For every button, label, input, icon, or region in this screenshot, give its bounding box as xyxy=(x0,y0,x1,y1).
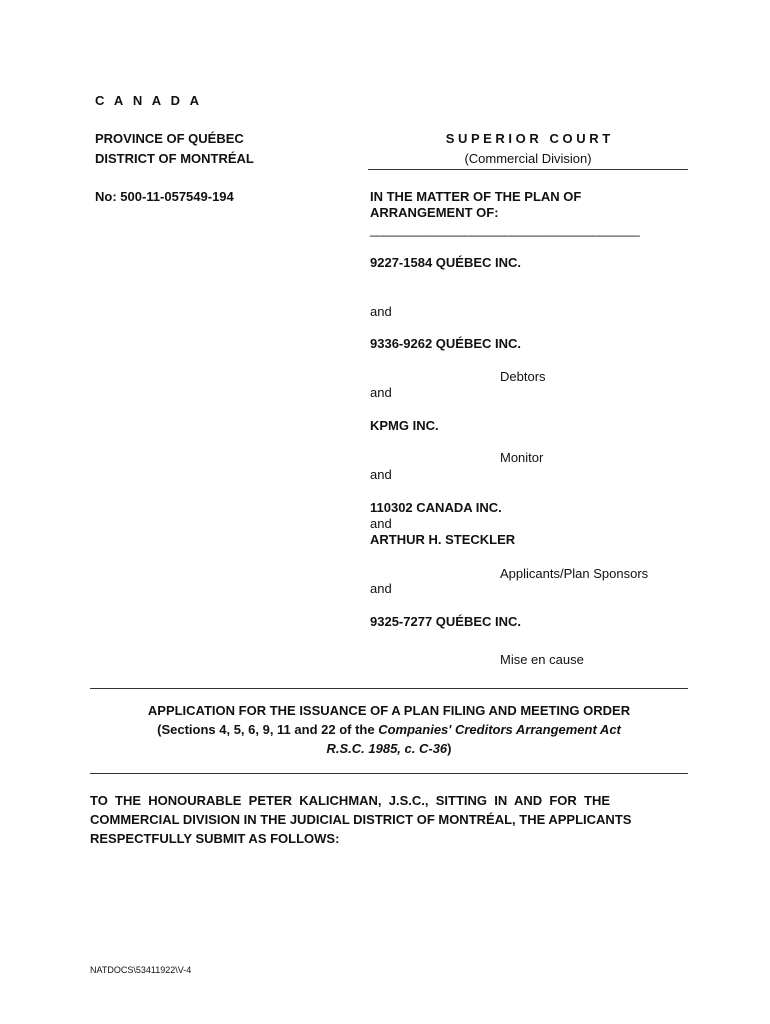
role-applicants: Applicants/Plan Sponsors xyxy=(500,566,649,581)
matter-underline: ________________________________________ xyxy=(370,222,640,237)
address-line-2: COMMERCIAL DIVISION IN THE JUDICIAL DISTRICT OF MONTRÉAL, THE APPLICANTS xyxy=(90,812,632,827)
statute-close-paren: ) xyxy=(447,741,452,756)
role-mise-en-cause: Mise en cause xyxy=(500,652,584,667)
statute-name: Companies' Creditors Arrangement Act xyxy=(378,722,621,737)
application-subtitle-line1 xyxy=(90,722,688,737)
district-label: DISTRICT OF MONTRÉAL xyxy=(95,151,254,166)
party-9336-9262: 9336-9262 QUÉBEC INC. xyxy=(370,336,522,351)
and-connector-2: and xyxy=(370,385,392,400)
statute-reference: R.S.C. 1985, c. C-36 xyxy=(326,741,448,756)
application-title: APPLICATION FOR THE ISSUANCE OF A PLAN FILING AND MEETING ORDER xyxy=(147,703,631,718)
country-label: C A N A D A xyxy=(95,93,203,108)
and-connector-1: and xyxy=(370,304,392,319)
role-debtors: Debtors xyxy=(500,369,546,384)
party-9325-7277: 9325-7277 QUÉBEC INC. xyxy=(370,614,522,629)
party-kpmg: KPMG INC. xyxy=(370,418,439,433)
and-connector-4: and xyxy=(370,516,392,531)
party-arthur-steckler: ARTHUR H. STECKLER xyxy=(370,532,516,547)
party-9227-1584: 9227-1584 QUÉBEC INC. xyxy=(370,255,522,270)
party-110302-canada: 110302 CANADA INC. xyxy=(370,500,502,515)
matter-heading-line2: ARRANGEMENT OF: xyxy=(370,205,499,220)
title-top-rule xyxy=(90,688,688,689)
statute-sections: (Sections 4, 5, 6, 9, 11 and 22 of the xyxy=(157,722,379,737)
role-monitor: Monitor xyxy=(500,450,544,465)
title-bottom-rule xyxy=(90,773,688,774)
and-connector-3: and xyxy=(370,467,392,482)
application-subtitle-line2 xyxy=(90,741,688,756)
court-divider xyxy=(368,169,688,170)
address-line-1: TO THE HONOURABLE PETER KALICHMAN, J.S.C., SITTING IN AND FOR THE xyxy=(90,793,611,808)
and-connector-5: and xyxy=(370,581,392,596)
court-name: S U P E R I O R C O U R T xyxy=(445,131,611,146)
province-label: PROVINCE OF QUÉBEC xyxy=(95,131,244,146)
file-number: No: 500-11-057549-194 xyxy=(95,189,234,204)
document-reference: NATDOCS\53411922\V-4 xyxy=(90,965,192,975)
court-division: (Commercial Division) xyxy=(464,151,592,166)
matter-heading-line1: IN THE MATTER OF THE PLAN OF xyxy=(370,189,582,204)
address-line-3: RESPECTFULLY SUBMIT AS FOLLOWS: xyxy=(90,831,340,846)
